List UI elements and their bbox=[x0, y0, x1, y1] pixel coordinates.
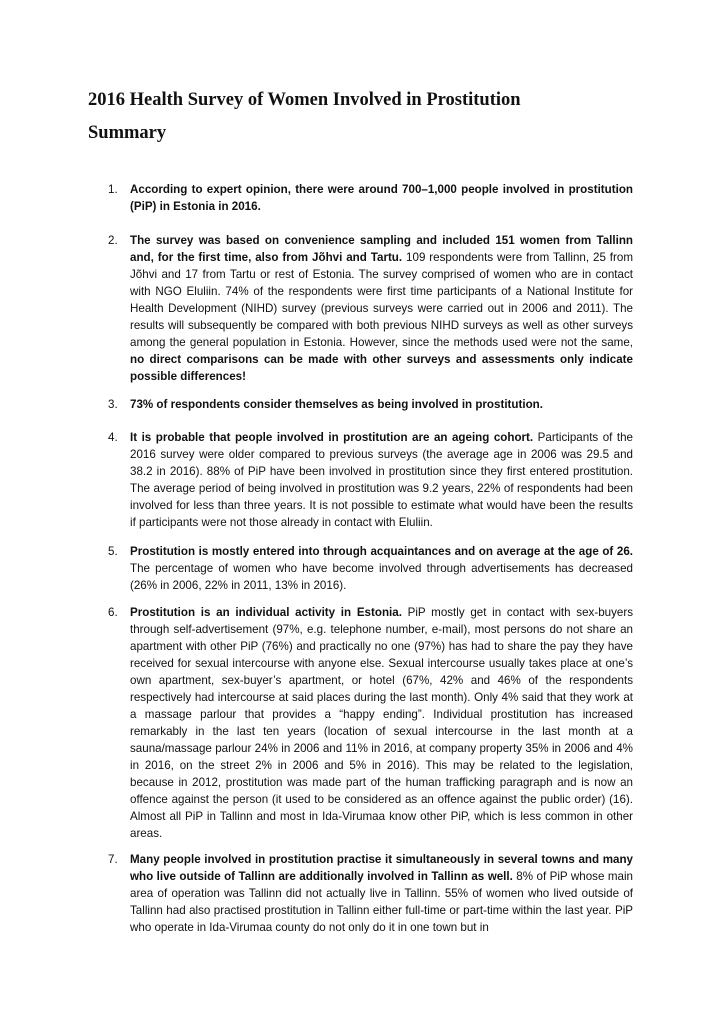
item-lead: The survey was based on convenience sampling and included 151 women from Tallinn and, for the first time, also from Jõhvi and Tartu. bbox=[130, 234, 633, 264]
item-body: Participants of the 2016 survey were older compared to previous surveys (the average age in 2006 was 29.5 and 38.2 in 2016). 88% of PiP have been involved in prostitution since they first entered prostitution. The average period of being involved in prostitution was 9.2 years, 22% of respondents had been involved for less than three years. It is not possible to estimate what would have been the results if participants were not those already in contact with Eluliin. bbox=[130, 431, 633, 529]
item-body: The percentage of women who have become involved through advertisements has decreased (26% in 2006, 22% in 2011, 13% in 2016). bbox=[130, 562, 633, 592]
item-text bbox=[130, 396, 633, 413]
item-number: 3. bbox=[108, 398, 118, 411]
item-text bbox=[130, 181, 633, 215]
item-number: 2. bbox=[108, 234, 118, 247]
item-lead: Many people involved in prostitution practise it simultaneously in several towns and many who live outside of Tallinn are additionally involved in Tallinn as well. bbox=[130, 853, 633, 883]
item-lead: Prostitution is an individual activity in Estonia. bbox=[130, 606, 402, 619]
document-subtitle: Summary bbox=[88, 123, 167, 143]
item-number: 1. bbox=[108, 183, 118, 196]
item-text bbox=[130, 543, 633, 594]
item-text bbox=[130, 851, 633, 936]
item-text bbox=[130, 604, 633, 842]
item-number: 6. bbox=[108, 606, 118, 619]
item-number: 5. bbox=[108, 545, 118, 558]
item-body: 8% of PiP whose main area of operation was Tallinn did not actually live in Tallinn. 55% of women who lived outside of Tallinn had also practised prostitution in Tallinn either full-time or part-time within the last year. PiP who operate in Ida-Virumaa county do not only do it in one town but in bbox=[130, 870, 634, 934]
item-lead: According to expert opinion, there were around 700–1,000 people involved in prostitution (PiP) in Estonia in 2016. bbox=[130, 183, 633, 213]
document-title: 2016 Health Survey of Women Involved in Prostitution bbox=[88, 90, 521, 110]
item-text bbox=[130, 429, 633, 531]
item-lead: 73% of respondents consider themselves as being involved in prostitution. bbox=[130, 398, 543, 411]
item-body: PiP mostly get in contact with sex-buyers through self-advertisement (97%, e.g. telephone number, e-mail), most persons do not share an apartment with other PiP (76%) and practically no one (97%) has had to share the pay they have received for sexual intercourse with anyone else. Sexual intercourse usually takes place at one’s own apartment, sex-buyer’s apartment, or hotel (67%, 42% and 46% of the respondents respectively had intercourse at said places during the last month). Only 4% said that they work at a massage parlour that provides a “happy ending”. Individual prostitution has increased remarkably in the last ten years (location of sexual intercourse in the last month at a sauna/massage parlour 24% in 2006 and 11% in 2016, at company property 35% in 2006 and 4% in 2016, on the street 2% in 2006 and 5% in 2016). This may be related to the legislation, because in 2012, prostitution was made part of the human trafficking paragraph and is now an offence against the person (it used to be considered as an offence against the public order) (16). Almost all PiP in Tallinn and most in Ida-Virumaa know other PiP, which is less common in other areas. bbox=[130, 606, 633, 840]
item-lead: It is probable that people involved in prostitution are an ageing cohort. bbox=[130, 431, 534, 444]
item-bold-conclusion: no direct comparisons can be made with other surveys and assessments only indicate possible differences! bbox=[130, 353, 633, 383]
item-number: 4. bbox=[108, 431, 118, 444]
item-lead: Prostitution is mostly entered into through acquaintances and on average at the age of 26. bbox=[130, 545, 633, 558]
item-number: 7. bbox=[108, 853, 118, 866]
item-text bbox=[130, 232, 633, 385]
item-body: 109 respondents were from Tallinn, 25 from Jõhvi and 17 from Tartu or rest of Estonia. The survey comprised of women who are in contact with NGO Eluliin. 74% of the respondents were first time participants of a National Institute for Health Development (NIHD) survey (previous surveys were carried out in 2006 and 2011). The results will subsequently be compared with both previous NIHD surveys as well as other surveys among the general population in Estonia. However, since the methods used were not the same, bbox=[130, 251, 633, 349]
